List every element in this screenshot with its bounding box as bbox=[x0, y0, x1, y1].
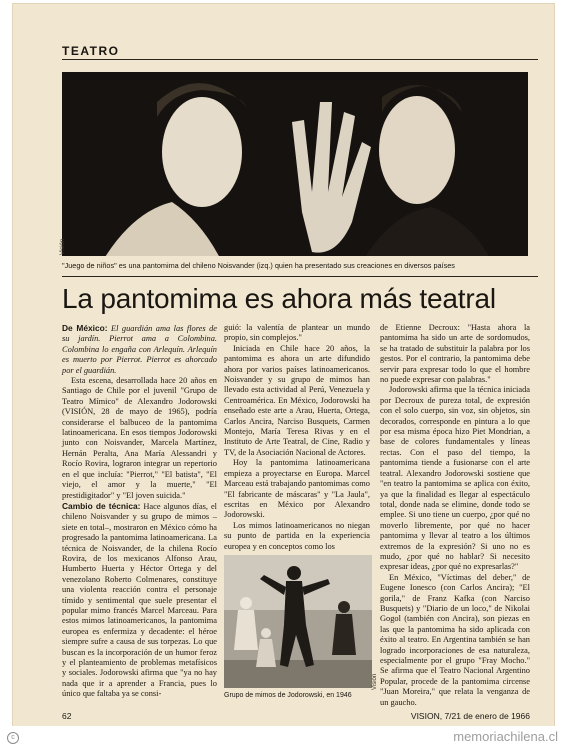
photo-credit: Visión bbox=[372, 673, 378, 690]
mime-group-illustration bbox=[224, 555, 372, 688]
issue-line: VISION, 7/21 de enero de 1966 bbox=[410, 711, 530, 721]
footer-bar bbox=[0, 726, 566, 750]
page-number: 62 bbox=[62, 711, 72, 721]
headline-rule bbox=[62, 276, 538, 277]
photo-credit: Visión bbox=[60, 238, 66, 255]
copyright-icon: c bbox=[7, 732, 19, 744]
paragraph: guió: la valentía de plantear un mundo propio, sin complejos." bbox=[224, 323, 370, 343]
paragraph: Hoy la pantomima latinoamericana empieza a proyectarse en Europa. Marcel Marceau está trabajando pantomimas como "El fabricante de máscaras" y "La Jaula", escritas en México por Alexandro Jodorowski. bbox=[224, 458, 370, 520]
subheading: Cambio de técnica: bbox=[62, 500, 141, 511]
paragraph: de Etienne Decroux: "Hasta ahora la pantomima ha sido un arte de sordomudos, se ha tratado de substituir la palabra por los gestos. Por el contrario, la pantomima debe servir para expresar todo lo que el hombre no puede expresar con palabras." bbox=[380, 323, 530, 385]
paragraph: Los mimos latinoamericanos no niegan su punto de partida en la experiencia europea y en conceptos como los bbox=[224, 520, 370, 551]
paragraph: Jodorowski afirma que la técnica iniciada por Decroux de pureza total, de expresión con el solo cuerpo, sin voz, sin objetos, sin decorados, corresponde en pintura a lo que por esa misma época hizo Piet Mondrian, a base de colores fundamentales y líneas rectas. Con el paso del tiempo, la pantomima tiende a fusionarse con el arte teatral. Alexandro Jodorowski sostiene que "en teatro la pantomima se aplica con éxito, ya que la finalidad es llegar al espectáculo total, donde nada se elimine, donde todo se emplee. Si uno tiene un cuerpo, ¿por qué no moverlo libremente, por qué no hacer pantomima y llevar al teatro a los últimos extremos de la expresión? Si uno no es mudo, ¿por qué no hablar? Si necesito expresar ideas, ¿por qué no expresarlas?" bbox=[380, 385, 530, 572]
article-column-1 bbox=[62, 323, 217, 700]
paragraph: Hace algunos días, el chileno Noisvander y su grupo de mimos –siete en total–, mostraron en México cómo ha progresado la pantomima latinoamericana. La técnica de Noisvander, de la chilena Rocío Rovira, de los mexicanos Alfonso Arau, Humberto Huerta y Héctor Ortega y del venezolano Roberto Colmenares, constituye una violenta reacción contra el personaje tímido y sentimental que suele presentar el popular mimo francés Marcel Marceau. Para estos mimos latinoamericanos, la pantomima europea es enfermiza y decadente: el héroe siempre sufre a causa de sus torpezas. Lo que buscan es la incorporación de un humor feroz y el planteamiento de problemas metafísicos y sociales. Jodorowski afirma que "ya no hay nada que ir a aprender a Francia, pues lo único que faltaba ya se consi- bbox=[62, 501, 217, 699]
photo-caption: "Juego de niños" es una pantomima del chileno Noisvander (izq.) quien ha presentado sus creaciones en diversos países bbox=[62, 261, 455, 270]
article-column-3 bbox=[380, 323, 530, 708]
paragraph: Iniciada en Chile hace 20 años, la pantomima es ahora un arte difundido ahora por varios países latinoamericanos. Noisvander y su grupo de mimos han llevado esta actividad al Perú, Venezuela y Centroamérica. En México, Jodorowski ha enseñado este arte a Arau, Huerta, Ortega, Carlos Ancira, Narciso Busquets, Carmen Montejo, María Teresa Rivas y en el Instituto de Arte Teatral, de Cine, Radio y TV, de la Asociación Nacional de Actores. bbox=[224, 343, 370, 457]
mime-duo-photo bbox=[62, 72, 528, 256]
photo-caption: Grupo de mimos de Jodorowski, en 1946 bbox=[224, 692, 352, 699]
article-column-2 bbox=[224, 323, 370, 552]
section-rule bbox=[62, 59, 538, 60]
mime-duo-illustration bbox=[62, 72, 528, 256]
intro-italic: El guardián ama las flores de su jardín. Pierrot ama a Colombina. Colombina lo engaña con Arlequín. Arlequín es muerto por Pierrot. Pierrot es ahorcado por el guardián. bbox=[62, 324, 217, 375]
dateline: De México: bbox=[62, 323, 108, 333]
section-title: TEATRO bbox=[62, 44, 120, 58]
paragraph: Esta escena, desarrollada hace 20 años en Santiago de Chile por el juvenil "Grupo de Teatro Mímico" de Alexandro Jodorowski (VISIÓN, 28 de mayo de 1965), podría considerarse el balbuceo de la pantomima latinoamericana. En esos tiempos Jodorowski junto con Noisvander, Marcela Martínez, Hernán Peralta, Ana María Alessandri y Rocío Rovira, lograron integrar un repertorio en el que incluía: "Pierrot," "El batista", "El viejo, el amor y la muerte," "El prestidigitador" y "El joven suicida." bbox=[62, 376, 217, 500]
paragraph: En México, "Víctimas del deber," de Eugene Ionesco (con Carlos Ancira); "El gorila," de Franz Kafka (con Narciso Busquets) y "Diario de un loco," de Nikolai Gogol (también con Ancira), son piezas en las que la pantomima ha sido aplicada con éxito al teatro. En Argentina también se han logrado incorporaciones de esa naturaleza, especialmente por el grupo "Fray Mocho." Se afirma que el Teatro Nacional Argentino Popular, procede de la pantomima circense "Juan Moreira," que relata la venganza de un gaucho. bbox=[380, 572, 530, 707]
headline: La pantomima es ahora más teatral bbox=[62, 283, 496, 314]
watermark: memoriachilena.cl bbox=[453, 729, 558, 744]
mime-group-photo bbox=[224, 555, 372, 688]
